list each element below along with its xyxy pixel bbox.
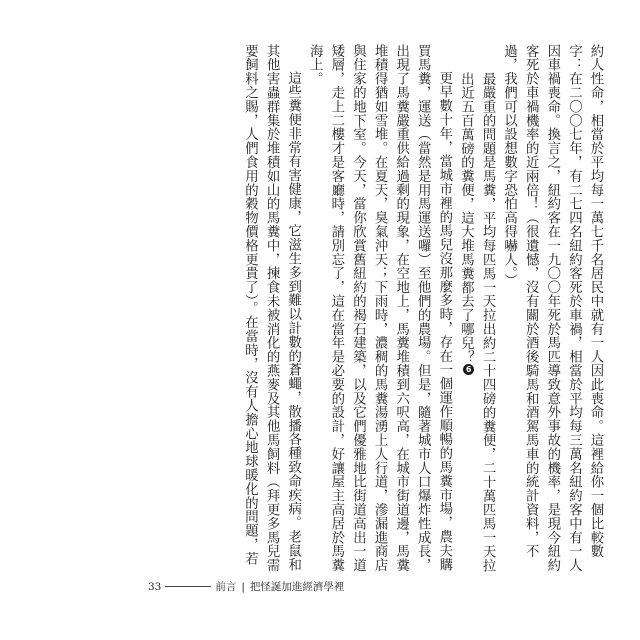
section-name: 前言 [215, 581, 237, 593]
page-number: 33 [148, 580, 162, 593]
footer-rule [165, 586, 211, 587]
paragraph-3: 更早數十年，當城市裡的馬兒沒那麼多時，存在一個運作順暢的馬糞市場，農夫購買馬糞，運送（當然是用馬運送囉）至他們的農場。但是，隨著城市人口爆炸性成長，出現了馬糞嚴重供給過剩的現象，在空地上，馬糞堆積到六呎高，在城市街道邊，馬糞堆積得猶如雪堆。在夏天，臭氣沖天；下雨時，濃稠的馬糞湯湧上人行道，滲漏進商店與住家的地下室。今天，當你欣賞舊紐約的褐石建築，以及它們優雅地比街道高出一道矮層，走上二樓才是客廳時，請別忘了，這在當年是必要的設計，好讓屋主高居於馬糞海上。 [307, 44, 452, 573]
paragraph-4: 這些糞便非常有害健康，它滋生多到難以計數的蒼蠅，散播各種致命疾病。老鼠和其他害蟲群集於堆積如山的馬糞中，揀食未被消化的燕麥及其他馬飼料（拜更多馬兒需要飼料之賜，人們食用的穀物價格更貴了）。在當時，沒有人擔心地球暖化的問題，若 [242, 44, 301, 573]
paragraph-2-block [455, 72, 498, 578]
page-footer [148, 579, 344, 594]
paragraph-2: 最嚴重的問題是馬糞，平均每匹馬一天拉出約二十四磅的糞便，二十萬匹馬一天拉出近五百萬磅的糞便，這大堆馬糞都去了哪兒？ [458, 72, 496, 573]
footer-divider: | [241, 580, 245, 593]
paragraph-1: 約人性命，相當於平均每一萬七千名居民中就有一人因此喪命。這裡給你一個比較數字：在二〇〇七年，有二七四名紐約客死於車禍，相當於平均每三萬名紐約客中有一人因車禍喪命。換言之，紐約客在一九〇〇年死於馬匹導致意外事故的機率，是現今紐約客死於車禍機率的近兩倍！（很遺憾，沒有關於酒後騎馬和酒駕馬車的統計資料，不過，我們可以設想數字恐怕高得嚇人。） [501, 44, 603, 573]
body-text [239, 44, 606, 578]
book-title: 把怪誕加進經濟學裡 [249, 581, 345, 593]
footnote-badge: 6 [463, 364, 474, 375]
